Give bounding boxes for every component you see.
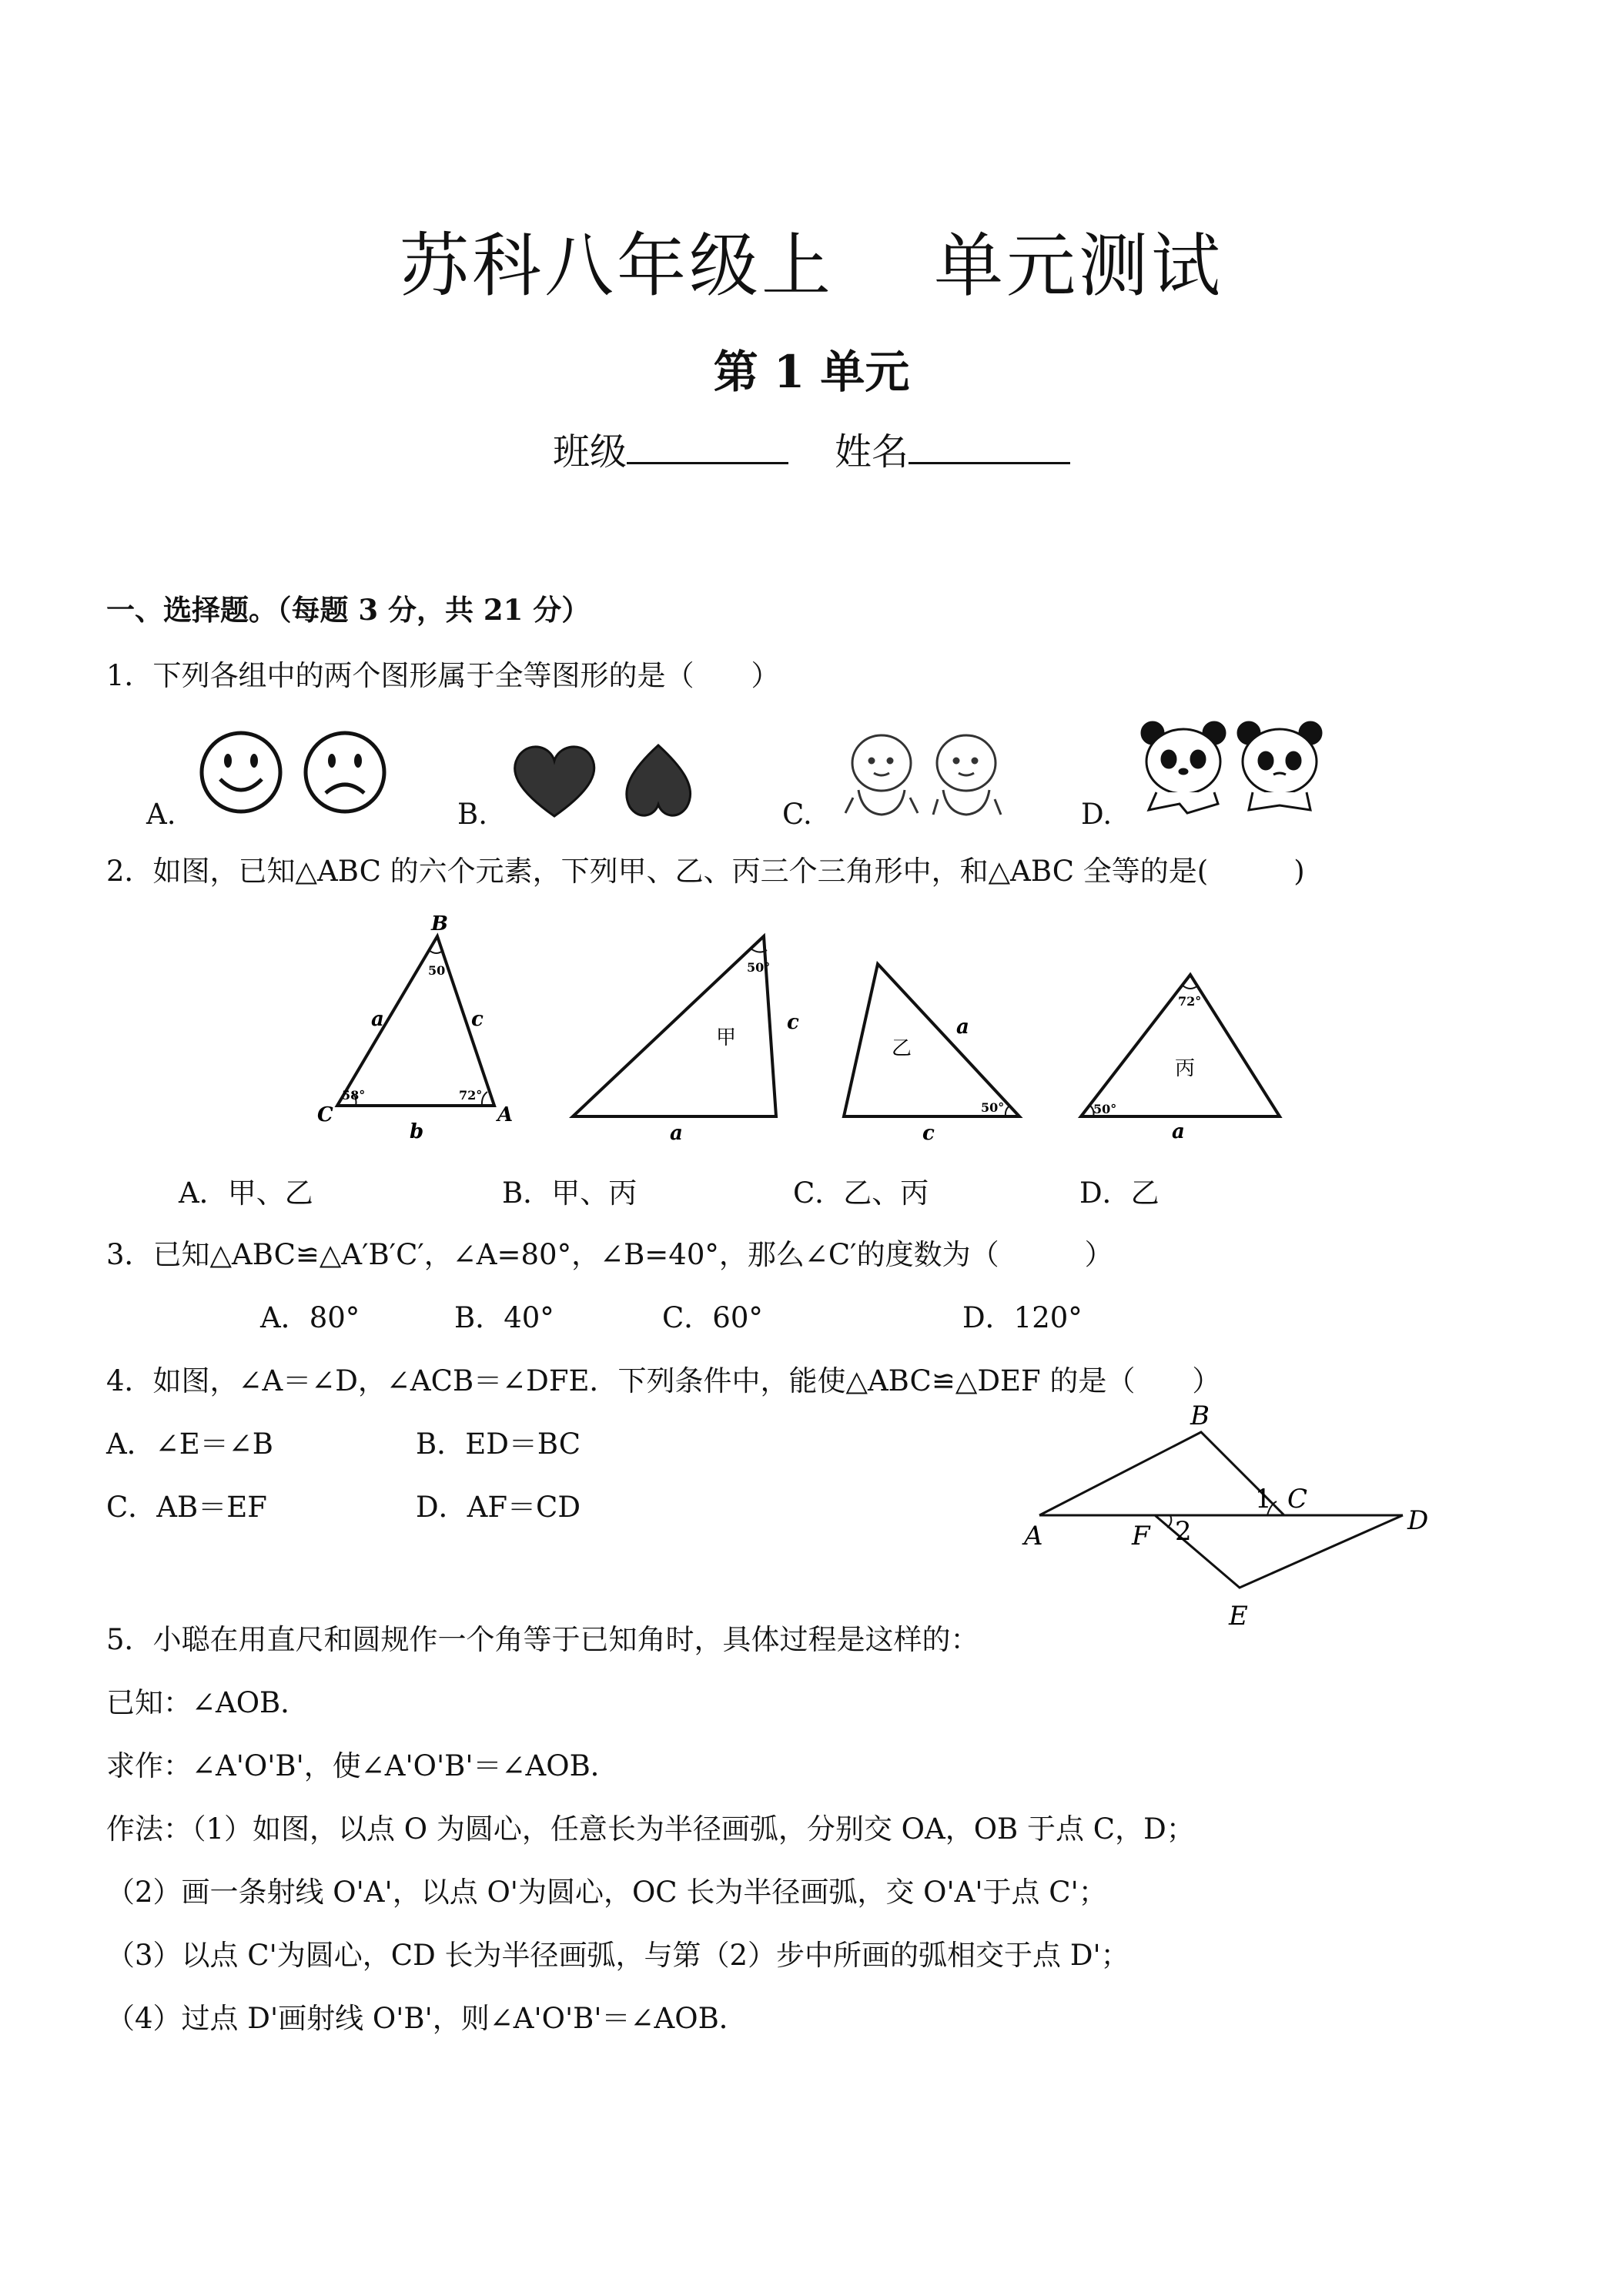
smiley-face-icon bbox=[202, 733, 280, 812]
section-heading: 一、选择题。（每题 3 分，共 21 分） bbox=[106, 593, 591, 627]
yi-name: 乙 bbox=[892, 1037, 912, 1060]
angle-2: 2 bbox=[1175, 1516, 1192, 1547]
q4-option-b[interactable]: B．ED＝BC bbox=[416, 1427, 581, 1461]
q5-step-2: （2）画一条射线 O'A'，以点 O'为圆心，OC 长为半径画弧，交 O'A'于点 C'； bbox=[106, 1876, 1107, 1909]
q5-step-4: （4）过点 D'画射线 O'B'，则∠A'O'B'＝∠AOB． bbox=[106, 2002, 748, 2035]
q1-figure-b bbox=[508, 739, 708, 824]
q4-figure bbox=[1016, 1386, 1447, 1640]
title-right: 单元测试 bbox=[934, 226, 1223, 306]
q1-option-b[interactable]: B. bbox=[457, 798, 487, 831]
label-a: A bbox=[497, 1103, 514, 1126]
q4-option-a[interactable]: A．∠E＝∠B bbox=[106, 1427, 273, 1461]
q5-step-3: （3）以点 C'为圆心，CD 长为半径画弧，与第（2）步中所画的弧相交于点 D'； bbox=[106, 1939, 1129, 1972]
angle-1: 1 bbox=[1255, 1484, 1272, 1514]
q2-option-a[interactable]: A．甲、乙 bbox=[179, 1176, 313, 1210]
q2-figure-abc bbox=[308, 913, 531, 1144]
q1-option-a[interactable]: A. bbox=[146, 798, 176, 831]
q5-text: 5．小聪在用直尺和圆规作一个角等于已知角时，具体过程是这样的： bbox=[106, 1623, 979, 1656]
q1-text: 1．下列各组中的两个图形属于全等图形的是（ ） bbox=[106, 659, 780, 692]
angle-c: 58° bbox=[342, 1088, 366, 1103]
panda-right-icon bbox=[1238, 722, 1321, 810]
triangle-def-lines bbox=[1155, 1515, 1403, 1588]
angle-b: 50 bbox=[428, 963, 446, 978]
side-b: b bbox=[410, 1120, 424, 1143]
jia-side-a: a bbox=[670, 1122, 683, 1145]
q3-option-a[interactable]: A．80° bbox=[260, 1301, 360, 1334]
title-left: 苏科八年级上 bbox=[400, 226, 834, 306]
q1-option-c[interactable]: C. bbox=[782, 798, 812, 831]
yi-angle: 50° bbox=[981, 1100, 1005, 1115]
jia-angle: 50° bbox=[747, 960, 771, 975]
pt-e: E bbox=[1229, 1601, 1248, 1632]
bing-name: 丙 bbox=[1175, 1057, 1196, 1080]
pt-d: D bbox=[1407, 1505, 1429, 1536]
class-blank[interactable] bbox=[627, 428, 788, 464]
q1-figure-a bbox=[199, 730, 399, 815]
heart-icon bbox=[515, 747, 594, 816]
pt-b: B bbox=[1190, 1401, 1210, 1431]
q4-option-d[interactable]: D．AF＝CD bbox=[416, 1491, 581, 1524]
yi-side-c: c bbox=[922, 1122, 935, 1145]
heart-rotated-icon bbox=[627, 745, 691, 815]
triangle-jia bbox=[573, 936, 776, 1116]
q4-option-c[interactable]: C．AB＝EF bbox=[106, 1491, 267, 1524]
q5-known: 已知：∠AOB． bbox=[106, 1686, 310, 1719]
name-blank[interactable] bbox=[909, 428, 1070, 464]
jia-side-c: c bbox=[787, 1011, 799, 1034]
name-label: 姓名 bbox=[835, 430, 909, 474]
q2-option-d[interactable]: D．乙 bbox=[1079, 1176, 1160, 1210]
q2-text: 2．如图，已知△ABC 的六个元素，下列甲、乙、丙三个三角形中，和△ABC 全等的是( ) bbox=[106, 855, 1305, 888]
q5-step-1: 作法：（1）如图，以点 O 为圆心，任意长为半径画弧，分别交 OA，OB 于点 C，D； bbox=[106, 1812, 1195, 1846]
q2-figure-yi bbox=[832, 947, 1032, 1145]
q3-text: 3．已知△ABC≌△A′B′C′，∠A=80°，∠B=40°，那么∠C′的度数为（ ） bbox=[106, 1238, 1113, 1271]
pt-a: A bbox=[1024, 1521, 1043, 1551]
class-label: 班级 bbox=[552, 430, 627, 474]
q3-option-c[interactable]: C．60° bbox=[662, 1301, 763, 1334]
pt-f: F bbox=[1132, 1521, 1150, 1551]
q3-option-b[interactable]: B．40° bbox=[454, 1301, 554, 1334]
q1-option-d[interactable]: D. bbox=[1081, 798, 1113, 831]
student-info bbox=[0, 422, 1623, 475]
page-title bbox=[0, 209, 1623, 310]
pt-c: C bbox=[1287, 1484, 1308, 1514]
q3-option-d[interactable]: D．120° bbox=[962, 1301, 1083, 1334]
angle-a: 72° bbox=[459, 1088, 483, 1103]
bing-angle-top: 72° bbox=[1178, 994, 1202, 1009]
jia-name: 甲 bbox=[716, 1026, 737, 1049]
q1-figure-d bbox=[1141, 719, 1326, 819]
side-c: c bbox=[471, 1008, 484, 1031]
q2-figure-jia bbox=[562, 924, 801, 1145]
side-a: a bbox=[371, 1008, 384, 1031]
q2-option-b[interactable]: B．甲、丙 bbox=[502, 1176, 637, 1210]
label-b: B bbox=[431, 912, 448, 935]
bing-angle-left: 50° bbox=[1093, 1102, 1117, 1116]
panda-left-icon bbox=[1142, 722, 1225, 813]
q4-text: 4．如图，∠A＝∠D，∠ACB＝∠DFE．下列条件中，能使△ABC≌△DEF 的是（ ） bbox=[106, 1364, 1221, 1397]
q5-find: 求作：∠A'O'B'，使∠A'O'B'＝∠AOB． bbox=[106, 1749, 619, 1782]
triangle-yi bbox=[844, 964, 1019, 1116]
frown-face-icon bbox=[306, 733, 384, 812]
cartoon-head-right-icon bbox=[933, 735, 1001, 815]
q2-figure-bing bbox=[1070, 962, 1293, 1143]
label-c: C bbox=[317, 1103, 333, 1126]
bing-side-a: a bbox=[1172, 1120, 1185, 1143]
q2-option-c[interactable]: C．乙、丙 bbox=[793, 1176, 929, 1210]
yi-side-a: a bbox=[956, 1016, 969, 1039]
unit-subtitle: 第 1 单元 bbox=[713, 346, 910, 398]
q1-figure-c bbox=[839, 728, 1016, 821]
triangle-abc-lines bbox=[1039, 1432, 1284, 1515]
cartoon-head-left-icon bbox=[845, 735, 918, 815]
